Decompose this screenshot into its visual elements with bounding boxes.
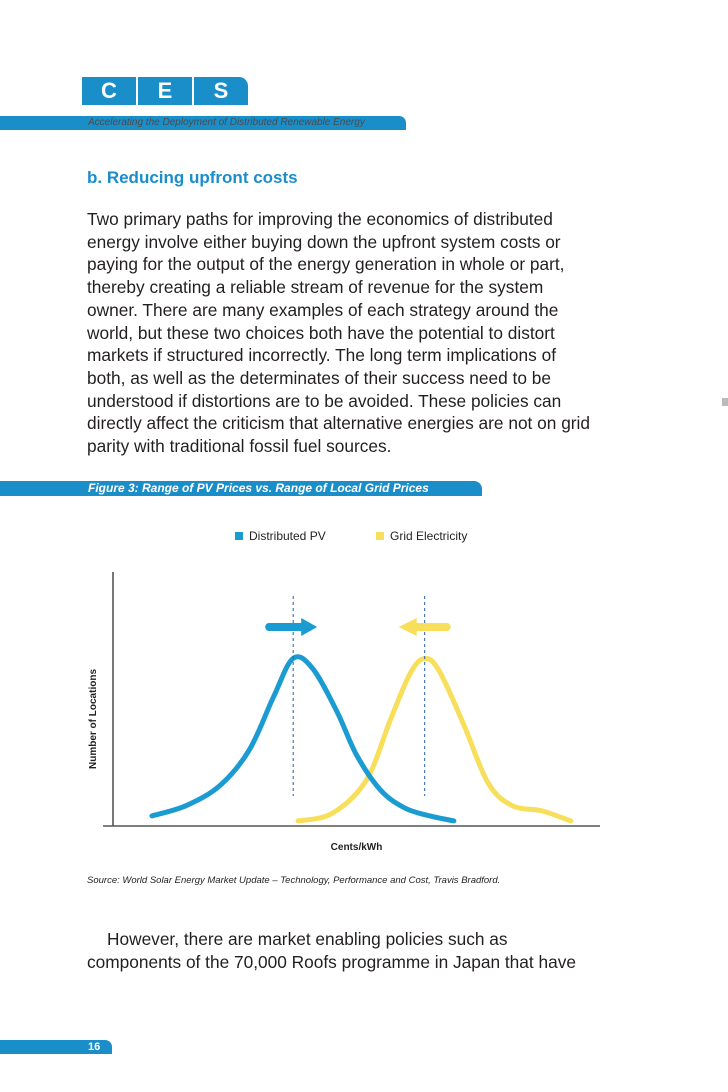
- body-line: owner. There are many examples of each strategy around the: [87, 299, 559, 320]
- x-axis-label: Cents/kWh: [330, 842, 383, 853]
- closing-paragraph: [87, 928, 647, 973]
- closing-line: components of the 70,000 Roofs programme in Japan that have: [87, 951, 576, 972]
- legend-swatch-0: [235, 532, 243, 540]
- legend-swatch-1: [376, 532, 384, 540]
- section-heading: b. Reducing upfront costs: [87, 168, 298, 187]
- logo-letter-s: S: [194, 77, 248, 105]
- shift-arrow-head-1: [399, 618, 417, 636]
- price-distribution-chart: [0, 500, 728, 870]
- body-line: paying for the output of the energy generation in whole or part,: [87, 254, 565, 275]
- body-line: world, but these two choices both have the potential to distort: [87, 322, 555, 343]
- series-line-1: [298, 658, 571, 821]
- logo-letter-e: E: [138, 77, 192, 105]
- body-line: Two primary paths for improving the economics of distributed: [87, 209, 553, 229]
- body-line: both, as well as the determinates of their success need to be: [87, 367, 551, 388]
- figure-title: Figure 3: Range of PV Prices vs. Range of Local Grid Prices: [88, 481, 429, 495]
- page-number: 16: [88, 1041, 101, 1053]
- body-line: markets if structured incorrectly. The long term implications of: [87, 345, 556, 366]
- figure-source: Source: World Solar Energy Market Update – Technology, Performance and Cost, Travis Bradford.: [87, 875, 501, 886]
- logo-letter-c: C: [82, 77, 136, 105]
- legend-label-1: Grid Electricity: [390, 529, 468, 543]
- body-line: directly affect the criticism that alternative energies are not on grid: [87, 413, 591, 434]
- body-paragraph: [87, 208, 647, 458]
- legend-label-0: Distributed PV: [249, 529, 326, 543]
- y-axis-label: Number of Locations: [88, 668, 99, 770]
- shift-arrow-head-0: [301, 618, 317, 636]
- body-line: thereby creating a reliable stream of revenue for the system: [87, 277, 544, 298]
- closing-line: However, there are market enabling policies such as: [107, 929, 508, 949]
- ces-logo: [82, 77, 248, 105]
- body-line: understood if distortions are to be avoided. These policies can: [87, 390, 562, 411]
- body-line: parity with traditional fossil fuel sources.: [87, 436, 392, 457]
- tagline: Accelerating the Deployment of Distributed Renewable Energy: [88, 117, 365, 128]
- body-line: energy involve either buying down the upfront system costs or: [87, 231, 561, 252]
- page-edge-mark: [722, 398, 728, 406]
